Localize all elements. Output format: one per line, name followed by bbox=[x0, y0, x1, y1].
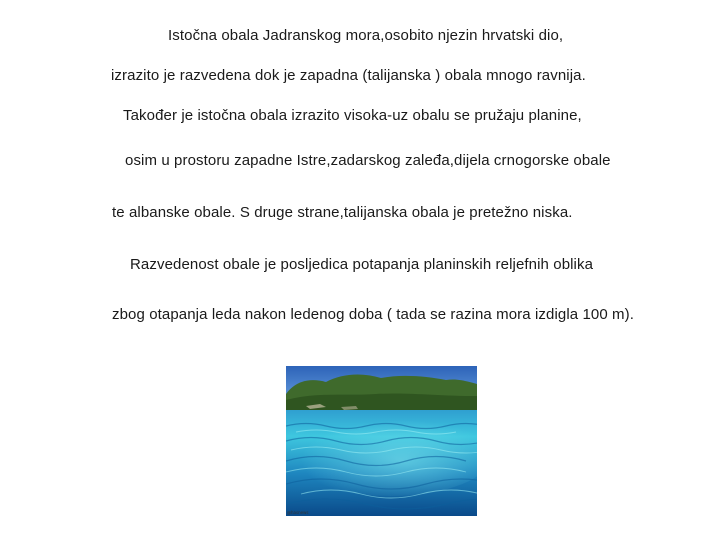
paragraph-line-4: osim u prostoru zapadne Istre,zadarskog zaleđa,dijela crnogorske obale bbox=[125, 152, 611, 169]
paragraph-line-5: te albanske obale. S druge strane,talijanska obala je pretežno niska. bbox=[112, 204, 573, 221]
paragraph-line-3: Također je istočna obala izrazito visoka-uz obalu se pružaju planine, bbox=[123, 107, 582, 124]
photo-caption: @hasnews bbox=[287, 510, 309, 515]
paragraph-line-2: izrazito je razvedena dok je zapadna (talijanska ) obala mnogo ravnija. bbox=[111, 67, 586, 84]
paragraph-line-7: zbog otapanja leda nakon ledenog doba ( tada se razina mora izdigla 100 m). bbox=[112, 306, 635, 323]
paragraph-line-6: Razvedenost obale je posljedica potapanja planinskih reljefnih oblika bbox=[130, 256, 594, 273]
adriatic-sea-photo bbox=[286, 366, 477, 516]
paragraph-line-1: Istočna obala Jadranskog mora,osobito njezin hrvatski dio, bbox=[168, 27, 564, 44]
